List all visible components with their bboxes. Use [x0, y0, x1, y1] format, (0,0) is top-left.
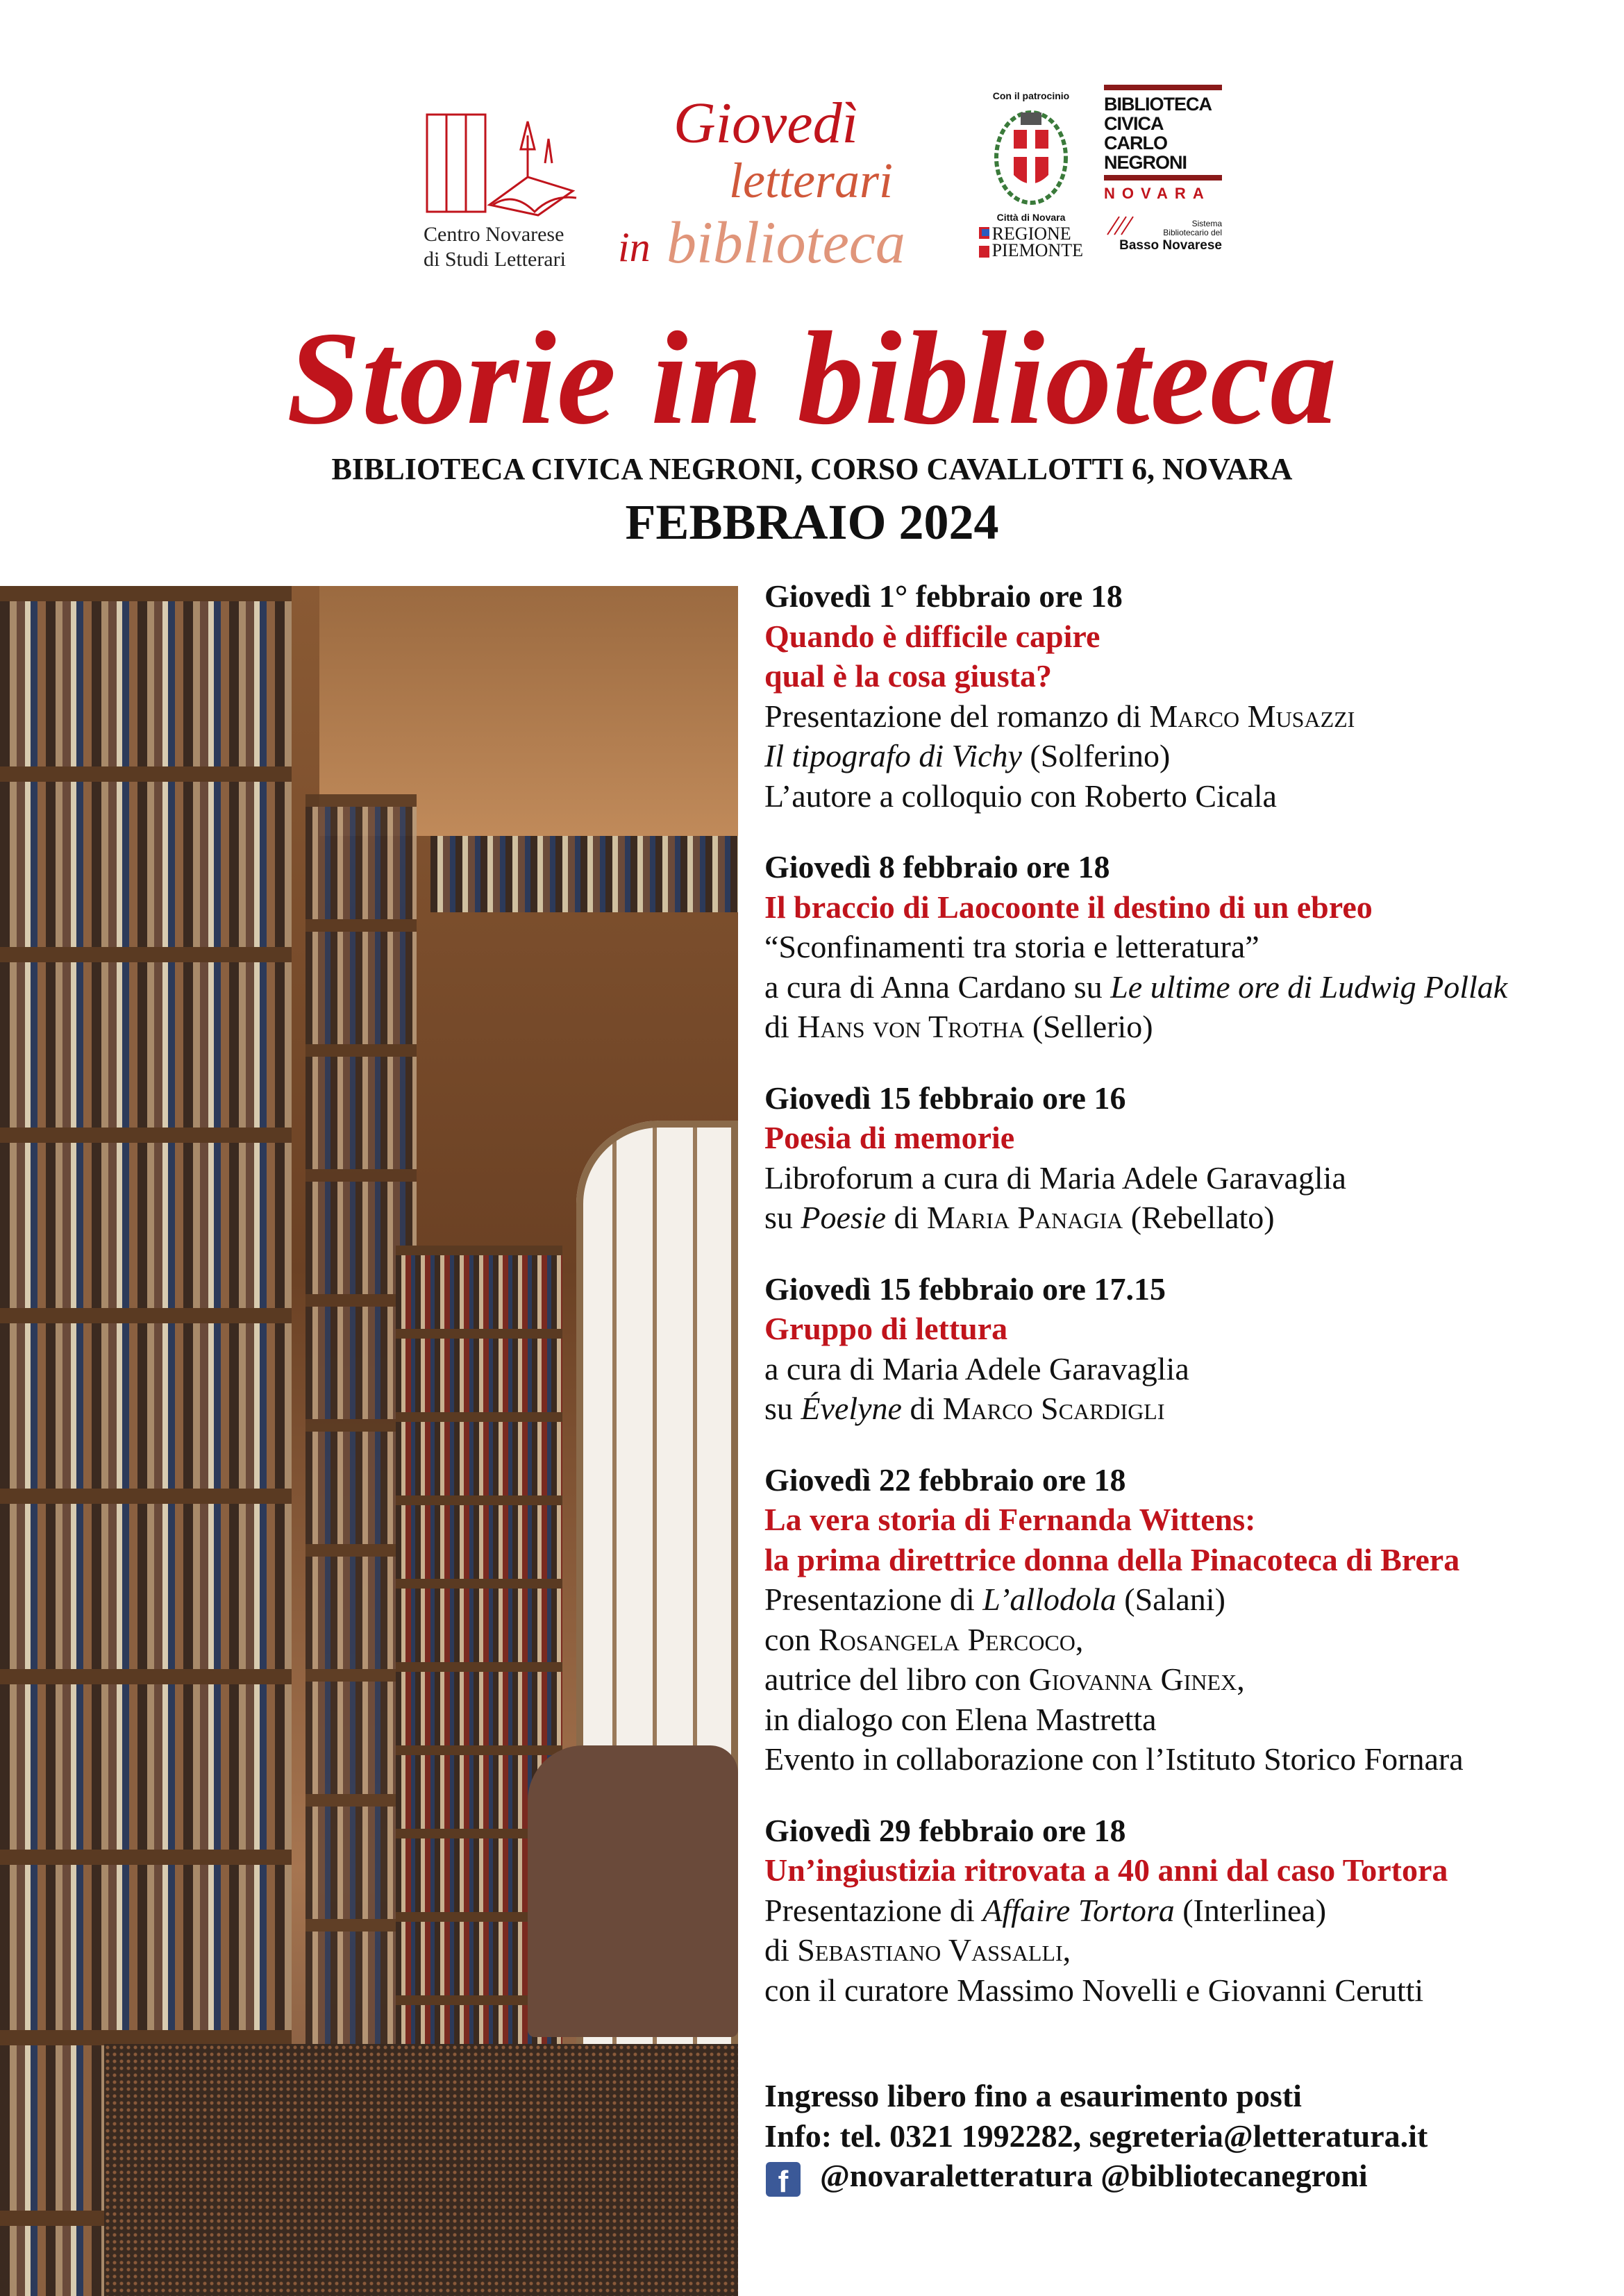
sistema-l3: Basso Novarese	[1119, 238, 1222, 253]
event-detail-text: a cura di Anna Cardano su	[764, 969, 1111, 1005]
patrocinio-logos	[979, 90, 1083, 278]
event-detail-text: Sebastiano Vassalli	[797, 1932, 1063, 1968]
event-title: La vera storia di Fernanda Wittens:	[764, 1502, 1256, 1537]
event-detail-line	[764, 776, 1618, 816]
sistema-l2: Bibliotecario del	[1163, 228, 1222, 237]
patrocinio-city: Città di Novara	[996, 212, 1066, 223]
event-detail-line	[764, 927, 1618, 967]
events-list	[764, 576, 1618, 2041]
negroni-l4: NEGRONI	[1104, 152, 1187, 173]
event-detail-text: Maria Panagia	[926, 1200, 1123, 1235]
event-title: Quando è difficile capire	[764, 618, 1100, 654]
event-detail-text: Affaire Tortora	[982, 1892, 1175, 1928]
event-detail-text: di	[901, 1391, 943, 1426]
regione-line1: REGIONE	[991, 224, 1071, 244]
event-date: Giovedì 8 febbraio ore 18	[764, 849, 1110, 885]
event-title: Poesia di memorie	[764, 1120, 1015, 1155]
negroni-l1: BIBLIOTECA	[1104, 94, 1212, 115]
sistema-l1: Sistema	[1191, 219, 1222, 228]
armchair	[528, 1745, 738, 2037]
event-detail-line	[764, 1891, 1618, 1931]
event-detail-text: di	[764, 1009, 798, 1044]
event-title: qual è la cosa giusta?	[764, 658, 1053, 694]
event-detail-text: “Sconfinamenti tra storia e letteratura”	[764, 929, 1259, 964]
novara-crest-icon	[989, 106, 1073, 210]
event-detail-text: Giovanna Ginex	[1028, 1661, 1237, 1697]
event-item	[764, 1078, 1618, 1238]
event-date: Giovedì 1° febbraio ore 18	[764, 578, 1123, 614]
event-detail-line	[764, 696, 1618, 737]
event-detail-line	[764, 1739, 1618, 1779]
logo-word-giovedi: Giovedì	[673, 91, 858, 156]
logo-word-biblioteca: biblioteca	[667, 209, 905, 276]
giovedi-letterari-logo	[611, 91, 972, 278]
venue-address: BIBLIOTECA CIVICA NEGRONI, CORSO CAVALLOTTI 6, NOVARA	[331, 452, 1293, 486]
event-title: la prima direttrice donna della Pinacoteca di Brera	[764, 1541, 1460, 1577]
event-title: Gruppo di lettura	[764, 1311, 1008, 1346]
negroni-l2: CIVICA	[1104, 113, 1164, 134]
centro-line2: di Studi Letterari	[424, 248, 566, 271]
biblioteca-negroni-logo	[1104, 85, 1222, 272]
event-detail-text: Evento in collaborazione con l’Istituto Storico Fornara	[764, 1741, 1464, 1777]
event-item	[764, 576, 1618, 816]
sistema-bibliotecario-icon	[1104, 215, 1146, 236]
event-detail-text: Le ultime ore di Ludwig Pollak	[1110, 969, 1508, 1005]
centro-line1: Centro Novarese	[424, 223, 564, 246]
event-title: Un’ingiustizia ritrovata a 40 anni dal caso Tortora	[764, 1852, 1448, 1888]
regione-piemonte-flag-icon	[979, 227, 989, 258]
event-detail-text: (Sellerio)	[1024, 1009, 1153, 1044]
event-detail-text: Presentazione di	[764, 1582, 983, 1617]
social-handles: @novaraletteratura @bibliotecanegroni	[820, 2158, 1368, 2193]
event-item	[764, 1811, 1618, 2011]
event-item	[764, 847, 1618, 1047]
event-detail-text: Libroforum a cura di Maria Adele Garavaglia	[764, 1159, 1346, 1196]
event-date: Giovedì 15 febbraio ore 16	[764, 1080, 1126, 1116]
event-detail-text: con	[764, 1621, 819, 1657]
event-detail-text: Presentazione di	[764, 1892, 983, 1928]
event-detail-text: Presentazione del romanzo di	[764, 698, 1150, 734]
centro-novarese-logo	[424, 108, 590, 274]
event-detail-text: ,	[1062, 1932, 1071, 1968]
event-detail-text: di	[886, 1200, 927, 1235]
regione-line2: PIEMONTE	[991, 240, 1083, 260]
event-title: Il braccio di Laocoonte il destino di un ebreo	[764, 889, 1373, 925]
event-detail-line	[764, 1579, 1618, 1620]
event-detail-line	[764, 1930, 1618, 1970]
page-title: Storie in biblioteca	[286, 304, 1338, 452]
facebook-icon: f	[766, 2162, 801, 2197]
event-detail-line	[764, 1659, 1618, 1700]
logo-word-in: in	[618, 224, 651, 270]
event-detail-line	[764, 1389, 1618, 1429]
negroni-l5: NOVARA	[1104, 185, 1211, 202]
logo-word-letterari: letterari	[729, 153, 893, 208]
contact-info: Info: tel. 0321 1992282, segreteria@letteratura.it	[764, 2118, 1428, 2154]
upper-shelf	[430, 836, 738, 912]
event-item	[764, 1269, 1618, 1429]
entry-note: Ingresso libero fino a esaurimento posti	[764, 2078, 1302, 2113]
event-detail-text: su	[764, 1200, 801, 1235]
event-detail-text: L’allodola	[982, 1582, 1116, 1617]
event-detail-text: Il tipografo di Vichy	[764, 738, 1022, 773]
event-detail-line	[764, 736, 1618, 776]
event-detail-line	[764, 967, 1618, 1007]
patrocinio-label: Con il patrocinio	[992, 90, 1070, 101]
event-date: Giovedì 22 febbraio ore 18	[764, 1461, 1126, 1498]
event-detail-text: di	[764, 1932, 798, 1968]
event-detail-text: a cura di Maria Adele Garavaglia	[764, 1350, 1189, 1386]
event-detail-text: Rosangela Percoco	[818, 1621, 1075, 1657]
negroni-l3: CARLO	[1104, 133, 1167, 153]
month-heading: FEBBRAIO 2024	[625, 494, 999, 550]
event-detail-text: Hans von Trotha	[797, 1009, 1025, 1044]
event-item	[764, 1460, 1618, 1779]
event-detail-line	[764, 1007, 1618, 1047]
library-photo	[0, 586, 738, 2296]
event-detail-text: (Rebellato)	[1123, 1200, 1275, 1235]
event-date: Giovedì 15 febbraio ore 17.15	[764, 1271, 1166, 1307]
event-detail-line	[764, 1158, 1618, 1198]
event-detail-text: (Interlinea)	[1174, 1892, 1327, 1928]
event-detail-text: L’autore a colloquio con Roberto Cicala	[764, 778, 1277, 814]
event-detail-text: Marco Scardigli	[942, 1391, 1165, 1426]
event-detail-line	[764, 1349, 1618, 1389]
event-detail-text: ,	[1237, 1661, 1245, 1697]
left-bookshelf	[0, 586, 292, 2296]
event-detail-text: con il curatore Massimo Novelli e Giovanni Cerutti	[764, 1972, 1424, 2008]
carpet	[104, 2044, 738, 2296]
event-detail-text: ,	[1075, 1621, 1084, 1657]
event-detail-text: in dialogo con Elena Mastretta	[764, 1701, 1157, 1737]
event-detail-text: su	[764, 1391, 801, 1426]
footer-info	[764, 2076, 1428, 2197]
event-detail-text: (Solferino)	[1021, 738, 1171, 773]
event-date: Giovedì 29 febbraio ore 18	[764, 1812, 1126, 1848]
event-detail-line	[764, 1970, 1618, 2011]
event-detail-text: Évelyne	[801, 1391, 902, 1426]
event-detail-text: Poesie	[801, 1200, 887, 1235]
event-detail-text: Marco Musazzi	[1149, 698, 1355, 734]
event-detail-line	[764, 1700, 1618, 1740]
event-detail-text: autrice del libro con	[764, 1661, 1029, 1697]
event-detail-text: (Salani)	[1116, 1582, 1225, 1617]
event-detail-line	[764, 1198, 1618, 1238]
books-logo-icon	[424, 108, 590, 219]
event-detail-line	[764, 1620, 1618, 1660]
